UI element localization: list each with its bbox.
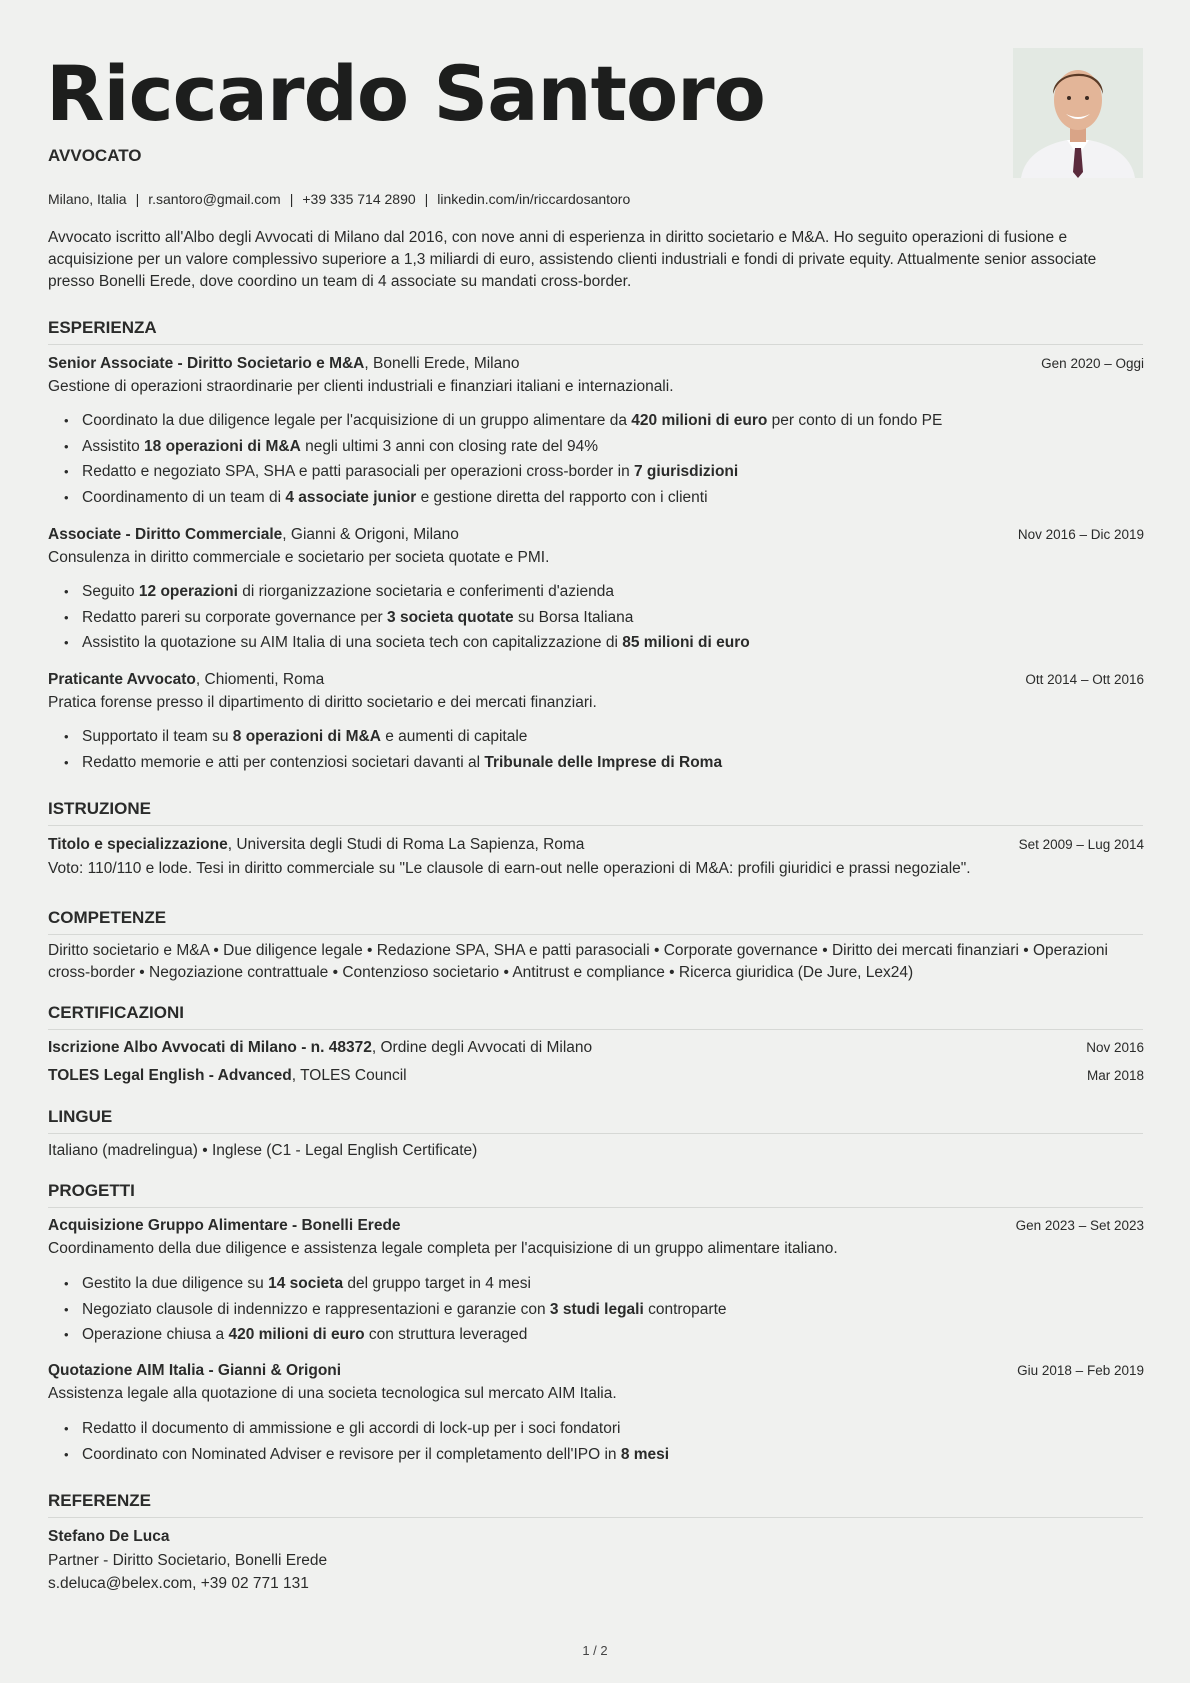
skill-item: Ricerca giuridica (De Jure, Lex24) [678, 964, 914, 981]
skill-item: Diritto societario e M&A [48, 942, 210, 959]
experience-item-heading [48, 671, 1143, 689]
project-description: Coordinamento della due diligence e assistenza legale completa per l'acquisizione di un gruppo alimentare italiano. [48, 1240, 838, 1257]
experience-date: Gen 2020 – Oggi [1041, 356, 1144, 371]
contact-linkedin[interactable]: linkedin.com/in/riccardosantoro [437, 191, 631, 207]
project-description: Assistenza legale alla quotazione di una societa tecnologica sul mercato AIM Italia. [48, 1385, 617, 1402]
skill-item: Antitrust e compliance [512, 964, 665, 981]
skill-separator: • [817, 942, 832, 959]
experience-item-heading [48, 355, 1143, 373]
contact-separator: | [289, 191, 294, 207]
skill-separator: • [664, 964, 679, 981]
contact-email[interactable]: r.santoro@gmail.com [148, 191, 281, 207]
experience-bullets [64, 579, 750, 656]
section-title-languages: LINGUE [48, 1107, 1143, 1134]
certification-issuer: , TOLES Council [291, 1067, 407, 1084]
certification-date: Nov 2016 [1086, 1040, 1144, 1055]
bullet-item: • Coordinato con Nominated Adviser e revisore per il completamento dell'IPO in 8 mesi [64, 1442, 669, 1468]
project-title: Acquisizione Gruppo Alimentare - Bonelli Erede [48, 1217, 401, 1234]
experience-organization: , Gianni & Origoni, Milano [282, 526, 459, 543]
bullet-item: • Seguito 12 operazioni di riorganizzazione societaria e conferimenti d'azienda [64, 579, 750, 605]
certification-issuer: , Ordine degli Avvocati di Milano [371, 1039, 593, 1056]
skill-item: Corporate governance [663, 942, 818, 959]
education-item-heading [48, 836, 1143, 854]
certification-item [48, 1067, 1143, 1085]
certification-date: Mar 2018 [1086, 1068, 1144, 1083]
experience-description: Gestione di operazioni straordinarie per clienti industriali e finanziari italiani e internazionali. [48, 378, 674, 395]
contact-line [48, 191, 630, 207]
skill-item: Operazioni cross-border [48, 942, 1108, 981]
experience-date: Ott 2014 – Ott 2016 [1025, 672, 1144, 687]
section-title-certifications: CERTIFICAZIONI [48, 1003, 1143, 1030]
reference-role: Partner - Diritto Societario, Bonelli Erede [48, 1552, 328, 1569]
project-item-heading [48, 1362, 1143, 1380]
reference-contact: s.deluca@belex.com, +39 02 771 131 [48, 1575, 309, 1592]
experience-organization: , Bonelli Erede, Milano [364, 355, 520, 372]
experience-bullets [64, 724, 722, 775]
project-date: Giu 2018 – Feb 2019 [1017, 1363, 1144, 1378]
certification-item [48, 1039, 1143, 1057]
contact-separator: | [424, 191, 429, 207]
section-title-education: ISTRUZIONE [48, 799, 1143, 826]
bullet-item: • Redatto pareri su corporate governance per 3 societa quotate su Borsa Italiana [64, 605, 750, 631]
experience-title: Praticante Avvocato [48, 671, 196, 688]
bullet-item: • Supportato il team su 8 operazioni di M&A e aumenti di capitale [64, 724, 722, 750]
certification-title: TOLES Legal English - Advanced [48, 1067, 292, 1084]
skill-item: Due diligence legale [223, 942, 363, 959]
skill-separator: • [649, 942, 664, 959]
skill-separator: • [328, 964, 343, 981]
project-date: Gen 2023 – Set 2023 [1015, 1218, 1144, 1233]
bullet-item: • Redatto memorie e atti per contenziosi societari davanti al Tribunale delle Imprese di Roma [64, 750, 722, 776]
bullet-item: • Redatto il documento di ammissione e gli accordi di lock-up per i soci fondatori [64, 1416, 669, 1442]
reference-name: Stefano De Luca [48, 1528, 170, 1545]
section-title-references: REFERENZE [48, 1491, 1143, 1518]
section-title-projects: PROGETTI [48, 1181, 1143, 1208]
bullet-item: • Gestito la due diligence su 14 societa del gruppo target in 4 mesi [64, 1271, 727, 1297]
contact-location: Milano, Italia [48, 191, 127, 207]
page-number: 1 / 2 [582, 1643, 608, 1658]
candidate-name: Riccardo Santoro [46, 49, 765, 138]
education-description: Voto: 110/110 e lode. Tesi in diritto commerciale su "Le clausole di earn-out nelle operazioni di M&A: profili giuridici e prassi negoziale". [48, 860, 971, 877]
bullet-item: • Operazione chiusa a 420 milioni di euro con struttura leveraged [64, 1322, 727, 1348]
languages-list: Italiano (madrelingua) • Inglese (C1 - Legal English Certificate) [48, 1142, 478, 1159]
experience-organization: , Chiomenti, Roma [195, 671, 325, 688]
experience-item-heading [48, 526, 1143, 544]
experience-description: Consulenza in diritto commerciale e societario per societa quotate e PMI. [48, 549, 550, 566]
project-item-heading [48, 1217, 1143, 1235]
project-bullets [64, 1416, 669, 1467]
professional-summary: Avvocato iscritto all'Albo degli Avvocati di Milano dal 2016, con nove anni di esperienza in diritto societario e M&A. Ho seguito operazioni di fusione e acquisizione per un valore complessivo superiore a 1,3 miliardi di euro, assistendo clienti industriali e fondi di private equity. Attualmente senior associate presso Bonelli Erede, dove coordino un team di 4 associate su mandati cross-border. [48, 229, 1097, 290]
candidate-role: AVVOCATO [48, 146, 142, 165]
bullet-item: • Redatto e negoziato SPA, SHA e patti parasociali per operazioni cross-border in 7 giurisdizioni [64, 459, 942, 485]
profile-photo-image [1013, 48, 1143, 178]
experience-description: Pratica forense presso il dipartimento di diritto societario e dei mercati finanziari. [48, 694, 597, 711]
bullet-item: • Negoziato clausole di indennizzo e rappresentazioni e garanzie con 3 studi legali controparte [64, 1297, 727, 1323]
contact-phone[interactable]: +39 335 714 2890 [302, 191, 416, 207]
profile-photo [1013, 48, 1143, 178]
skill-separator: • [209, 942, 224, 959]
skill-separator: • [499, 964, 513, 981]
contact-separator: | [135, 191, 140, 207]
skill-separator: • [135, 964, 150, 981]
certification-title: Iscrizione Albo Avvocati di Milano - n. 48372 [48, 1039, 372, 1056]
skill-separator: • [1018, 942, 1033, 959]
bullet-item: • Assistito 18 operazioni di M&A negli ultimi 3 anni con closing rate del 94% [64, 434, 942, 460]
skill-item: Redazione SPA, SHA e patti parasociali [376, 942, 650, 959]
education-title: Titolo e specializzazione [48, 836, 228, 853]
experience-title: Associate - Diritto Commerciale [48, 526, 283, 543]
bullet-item: • Coordinato la due diligence legale per l'acquisizione di un gruppo alimentare da 420 milioni di euro per conto di un fondo PE [64, 408, 942, 434]
experience-date: Nov 2016 – Dic 2019 [1017, 527, 1144, 542]
skill-item: Negoziazione contrattuale [149, 964, 329, 981]
project-title: Quotazione AIM Italia - Gianni & Origoni [48, 1362, 342, 1379]
project-bullets [64, 1271, 727, 1348]
skills-list [48, 940, 1143, 984]
experience-bullets [64, 408, 942, 510]
section-title-skills: COMPETENZE [48, 908, 1143, 935]
skill-item: Diritto dei mercati finanziari [831, 942, 1019, 959]
section-title-experience: ESPERIENZA [48, 318, 1143, 345]
skill-separator: • [362, 942, 377, 959]
bullet-item: • Coordinamento di un team di 4 associate junior e gestione diretta del rapporto con i clienti [64, 485, 942, 511]
experience-title: Senior Associate - Diritto Societario e M&A [48, 355, 365, 372]
bullet-item: • Assistito la quotazione su AIM Italia di una societa tech con capitalizzazione di 85 milioni di euro [64, 630, 750, 656]
education-organization: , Universita degli Studi di Roma La Sapienza, Roma [227, 836, 585, 853]
skill-item: Contenzioso societario [342, 964, 500, 981]
education-date: Set 2009 – Lug 2014 [1018, 837, 1144, 852]
